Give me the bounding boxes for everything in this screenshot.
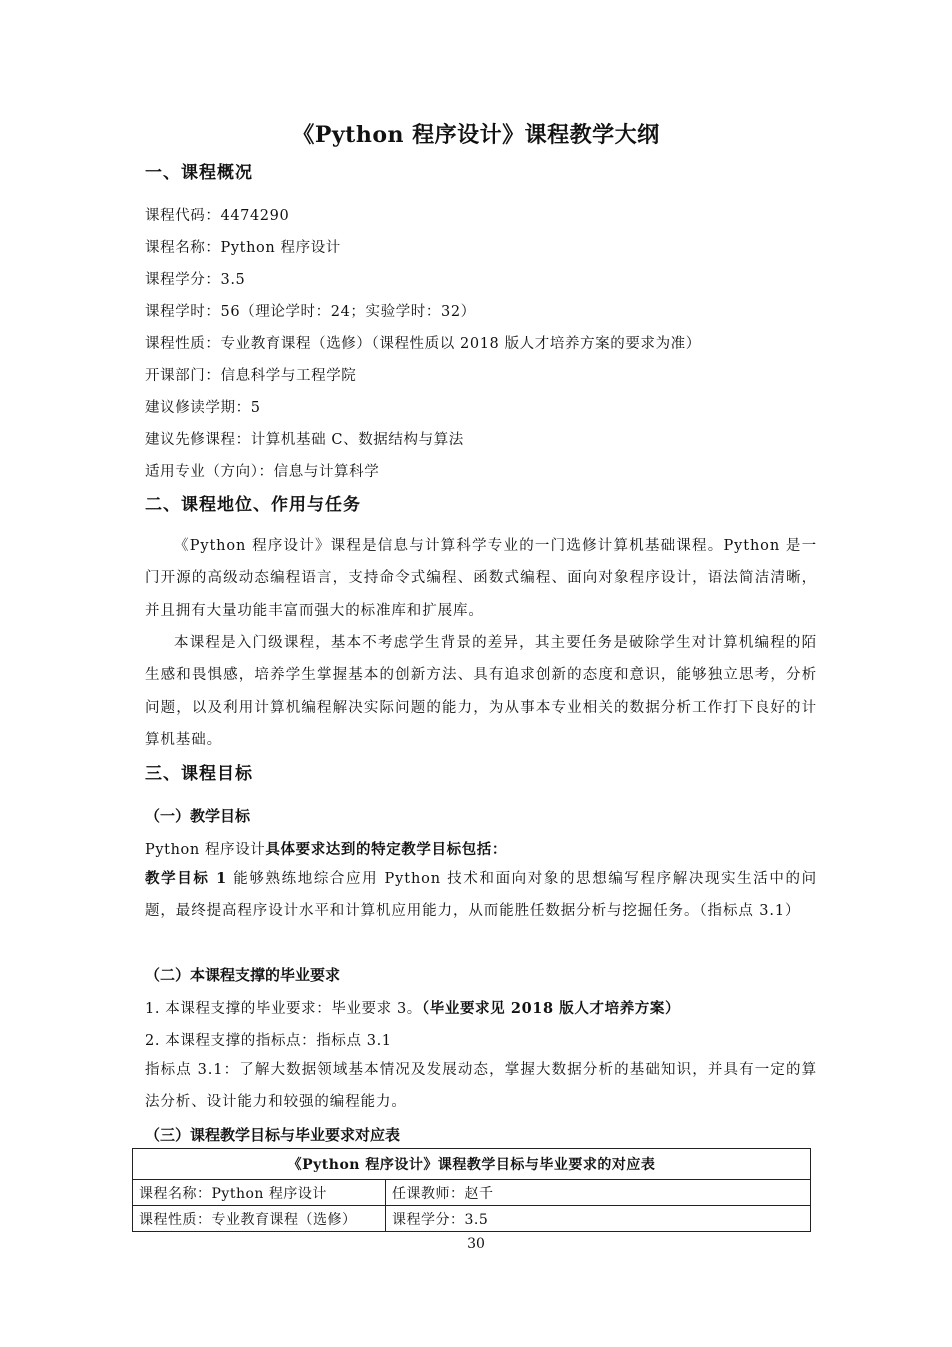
table-cell: 任课教师：赵千 [386, 1180, 811, 1206]
requirement-item-1 [145, 997, 680, 1018]
intro-plain-text: Python 程序设计 [145, 842, 266, 858]
course-credit-line: 课程学分：3.5 [145, 272, 246, 288]
table-cell: 课程学分：3.5 [386, 1206, 811, 1232]
role-paragraph-2: 本课程是入门级课程，基本不考虑学生背景的差异，其主要任务是破除学生对计算机编程的陌生感和畏惧感，培养学生掌握基本的创新方法、具有追求创新的态度和意识，能够独立思考，分析问题，以及利用计算机编程解决实际问题的能力，为从事本专业相关的数据分析工作打下良好的计算机基础。 [145, 635, 817, 748]
section-heading-objectives: 三、课程目标 [145, 764, 253, 784]
course-code-line: 课程代码：4474290 [145, 208, 290, 224]
course-name-line: 课程名称：Python 程序设计 [145, 240, 341, 256]
teaching-goal-1 [145, 863, 817, 928]
teaching-goals-intro [145, 838, 507, 859]
table-cell: 课程名称：Python 程序设计 [133, 1180, 386, 1206]
course-nature-line: 课程性质：专业教育课程（选修）（课程性质以 2018 版人才培养方案的要求为准） [145, 336, 701, 352]
course-hours-line: 课程学时：56（理论学时：24；实验学时：32） [145, 304, 476, 320]
requirement-item-1-note: （毕业要求见 2018 版人才培养方案） [421, 1000, 681, 1017]
prerequisite-line: 建议先修课程：计算机基础 C、数据结构与算法 [145, 432, 464, 448]
department-line: 开课部门：信息科学与工程学院 [145, 368, 357, 384]
document-title: 《Python 程序设计》课程教学大纲 [292, 122, 660, 148]
table-cell: 课程性质：专业教育课程（选修） [133, 1206, 386, 1232]
requirement-item-2: 2. 本课程支撑的指标点：指标点 3.1 [145, 1033, 392, 1049]
subheading-mapping-table: （三）课程教学目标与毕业要求对应表 [145, 1126, 401, 1144]
page-number: 30 [467, 1236, 485, 1252]
applicable-major-line: 适用专业（方向）：信息与计算科学 [145, 464, 380, 480]
section-heading-role: 二、课程地位、作用与任务 [145, 495, 361, 515]
requirement-item-1-text: 1. 本课程支撑的毕业要求：毕业要求 3。 [145, 1001, 422, 1017]
goal-text: 能够熟练地综合应用 Python 技术和面向对象的思想编写程序解决现实生活中的问题，最终提高程序设计水平和计算机应用能力，从而能胜任数据分析与挖掘任务。（指标点 3.1） [145, 871, 817, 920]
subheading-graduation-requirements: （二）本课程支撑的毕业要求 [145, 966, 341, 984]
table-row [133, 1206, 811, 1232]
indicator-description: 指标点 3.1：了解大数据领域基本情况及发展动态，掌握大数据分析的基础知识，并具有一定的算法分析、设计能力和较强的编程能力。 [145, 1062, 817, 1111]
goal-requirement-table [132, 1148, 811, 1232]
section-heading-overview: 一、课程概况 [145, 163, 253, 183]
table-row [133, 1180, 811, 1206]
role-paragraph-1: 《Python 程序设计》课程是信息与计算科学专业的一门选修计算机基础课程。Python 是一门开源的高级动态编程语言，支持命令式编程、函数式编程、面向对象程序设计，语法简洁清晰，并且拥有大量功能丰富而强大的标准库和扩展库。 [145, 538, 817, 619]
table-caption-row [133, 1149, 811, 1180]
goal-label: 教学目标 1 [145, 870, 228, 887]
semester-line: 建议修读学期：5 [145, 400, 261, 416]
subheading-teaching-goals: （一）教学目标 [145, 807, 251, 825]
table-caption: 《Python 程序设计》课程教学目标与毕业要求的对应表 [133, 1149, 811, 1180]
intro-bold-text: 具体要求达到的特定教学目标包括： [265, 841, 507, 858]
